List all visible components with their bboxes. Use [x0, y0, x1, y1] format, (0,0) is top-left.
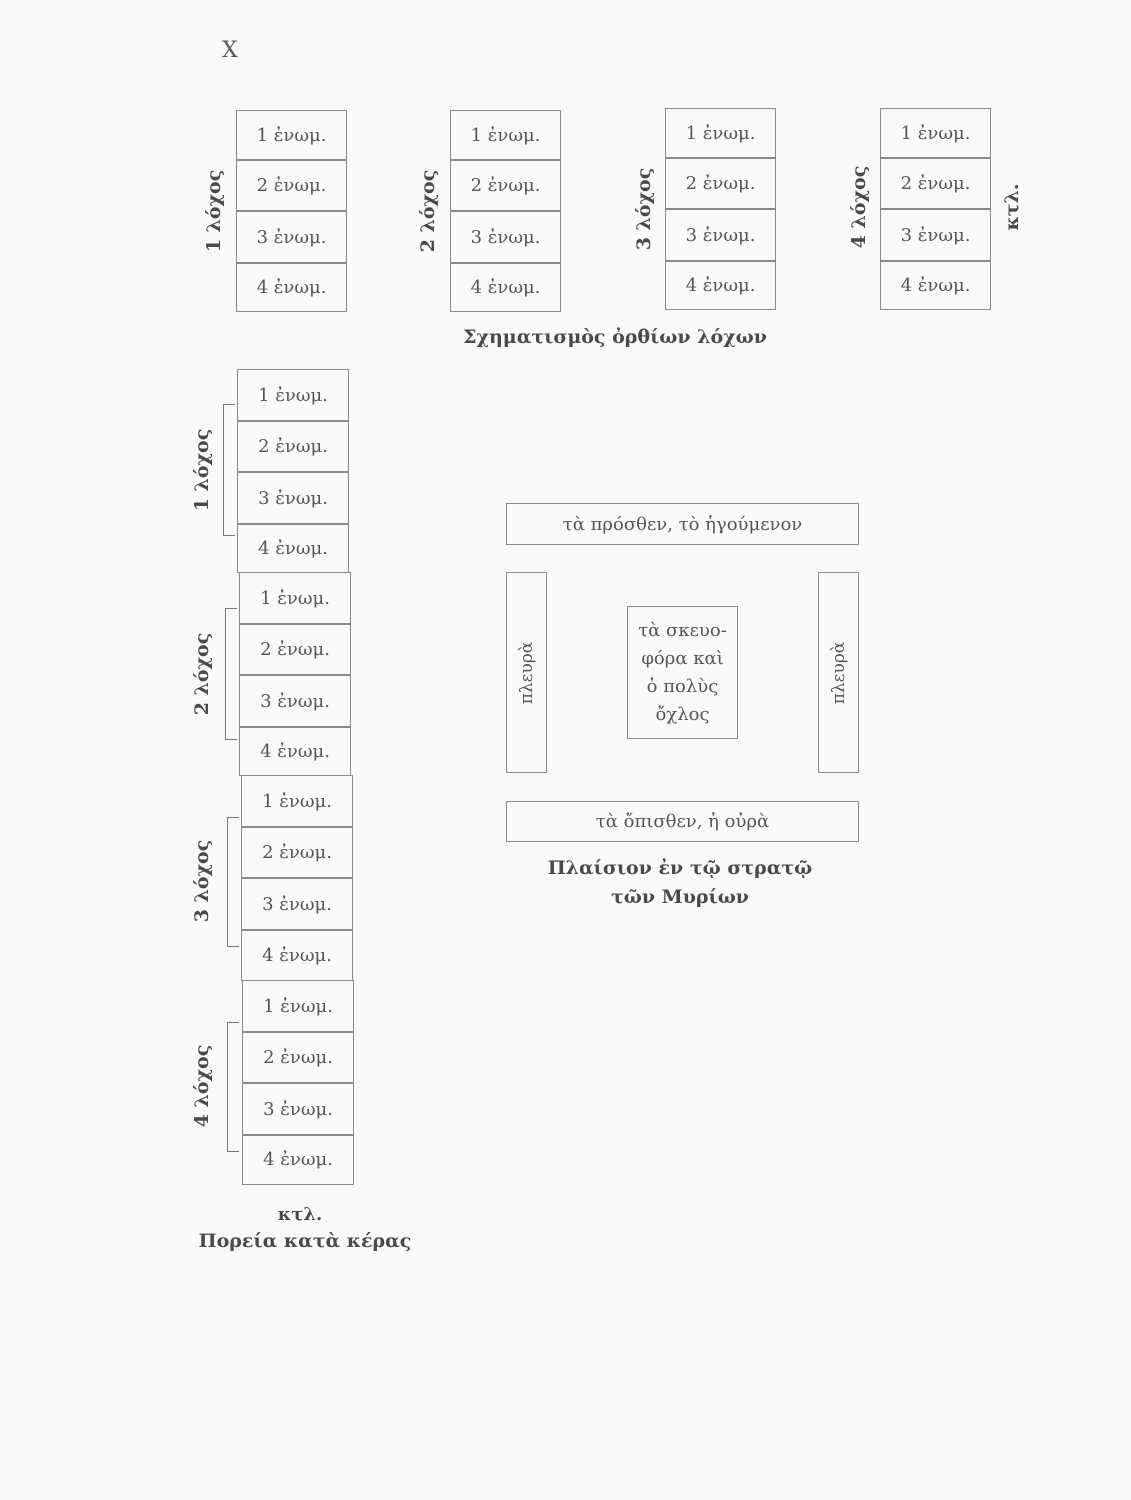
platoon-box: 2 ἐνωμ. — [241, 826, 353, 879]
baggage-box — [627, 606, 738, 739]
company-bracket — [225, 608, 237, 740]
column-march-caption: Πορεία κατὰ κέρας — [198, 1230, 412, 1252]
rear-box: τὰ ὄπισθεν, ἡ οὐρὰ — [506, 801, 859, 842]
baggage-line: φόρα καὶ — [641, 647, 724, 669]
upright-companies-caption: Σχηματισμὸς ὀρθίων λόχων — [463, 326, 767, 348]
company-label: 1 λόχος — [203, 169, 225, 253]
platoon-box: 3 ἐνωμ. — [239, 674, 351, 728]
company-bracket — [227, 817, 239, 947]
platoon-box: 4 ἐνωμ. — [242, 1134, 354, 1185]
platoon-box: 4 ἐνωμ. — [450, 262, 561, 312]
platoon-box: 3 ἐνωμ. — [236, 210, 347, 264]
baggage-line: ὄχλος — [655, 703, 710, 725]
platoon-box: 3 ἐνωμ. — [880, 208, 991, 262]
platoon-box: 2 ἐνωμ. — [236, 159, 347, 212]
company-label: 1 λόχος — [191, 428, 213, 512]
platoon-box: 1 ἐνωμ. — [450, 110, 561, 161]
platoon-box: 1 ἐνωμ. — [237, 369, 349, 422]
etc-label: κτλ. — [1001, 183, 1023, 231]
company-bracket — [227, 1022, 239, 1152]
company-label: 3 λόχος — [633, 167, 655, 251]
platoon-box: 1 ἐνωμ. — [236, 110, 347, 161]
platoon-box: 2 ἐνωμ. — [242, 1031, 354, 1084]
etc-label: κτλ. — [277, 1204, 323, 1225]
platoon-box: 2 ἐνωμ. — [665, 157, 776, 210]
company-label: 2 λόχος — [417, 169, 439, 253]
platoon-box: 2 ἐνωμ. — [239, 623, 351, 676]
hollow-square-caption-line: τῶν Μυρίων — [611, 886, 749, 908]
left-flank-box — [506, 572, 547, 773]
platoon-box: 2 ἐνωμ. — [450, 159, 561, 212]
platoon-box: 1 ἐνωμ. — [665, 108, 776, 159]
company-label: 4 λόχος — [848, 165, 870, 249]
baggage-line: ὁ πολὺς — [646, 675, 719, 697]
platoon-box: 4 ἐνωμ. — [237, 523, 349, 573]
hollow-square-caption-line: Πλαίσιον ἐν τῷ στρατῷ — [547, 857, 813, 879]
platoon-box: 4 ἐνωμ. — [880, 260, 991, 310]
platoon-box: 4 ἐνωμ. — [241, 929, 353, 981]
platoon-box: 4 ἐνωμ. — [236, 262, 347, 312]
baggage-line: τὰ σκευο- — [638, 619, 727, 641]
platoon-box: 1 ἐνωμ. — [241, 775, 353, 828]
left-flank-label: πλευρὰ — [517, 641, 537, 705]
platoon-box: 3 ἐνωμ. — [237, 471, 349, 525]
platoon-box: 3 ἐνωμ. — [242, 1082, 354, 1136]
platoon-box: 1 ἐνωμ. — [239, 572, 351, 625]
company-bracket — [223, 404, 235, 536]
platoon-box: 4 ἐνωμ. — [665, 260, 776, 310]
platoon-box: 1 ἐνωμ. — [242, 980, 354, 1033]
company-label: 4 λόχος — [191, 1044, 213, 1128]
right-flank-box — [818, 572, 859, 773]
platoon-box: 3 ἐνωμ. — [241, 877, 353, 931]
company-label: 2 λόχος — [191, 632, 213, 716]
company-label: 3 λόχος — [191, 839, 213, 923]
platoon-box: 2 ἐνωμ. — [237, 420, 349, 473]
platoon-box: 3 ἐνωμ. — [665, 208, 776, 262]
page-number: X — [222, 38, 238, 63]
platoon-box: 2 ἐνωμ. — [880, 157, 991, 210]
right-flank-label: πλευρὰ — [829, 641, 849, 705]
platoon-box: 4 ἐνωμ. — [239, 726, 351, 776]
front-box: τὰ πρόσθεν, τὸ ἡγούμενον — [506, 503, 859, 545]
platoon-box: 1 ἐνωμ. — [880, 108, 991, 159]
platoon-box: 3 ἐνωμ. — [450, 210, 561, 264]
